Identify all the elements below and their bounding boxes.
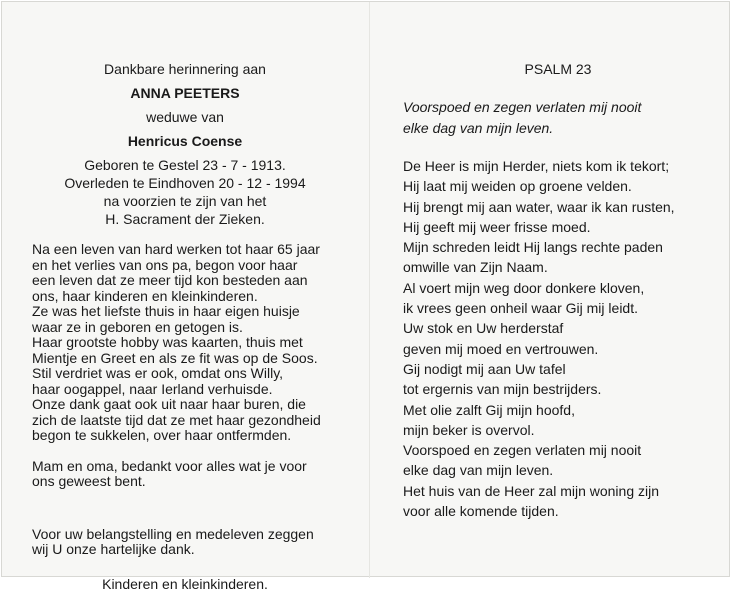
verse-line: Met olie zalft Gij mijn hoofd, — [403, 401, 575, 418]
verse-line: Gij nodigt mij aan Uw tafel — [403, 360, 566, 377]
psalm-panel — [403, 60, 713, 521]
verse-line: Uw stok en Uw herderstaf — [403, 320, 564, 337]
body-line: Na een leven van hard werken tot haar 65 jaar — [32, 241, 320, 257]
life-story-paragraph — [32, 242, 338, 444]
body-line: ons, haar kinderen en kleinkinderen. — [32, 287, 258, 304]
body-line: Onze dank gaat ook uit naar haar buren, die — [32, 396, 306, 412]
signature-line: Kinderen en kleinkinderen. — [102, 575, 268, 592]
body-line: een leven dat ze meer tijd kon besteden aan — [32, 272, 308, 288]
body-line: waar ze in geboren en getogen is. — [32, 318, 243, 335]
verse-line: Mijn schreden leidt Hij langs rechte paden — [403, 239, 663, 256]
psalm-intro — [403, 97, 713, 139]
body-line: begon te sukkelen, over haar ontfermden. — [32, 427, 292, 443]
sacrament-line-2: H. Sacrament der Zieken. — [105, 211, 265, 227]
body-line: haar oogappel, naar Ierland verhuisde. — [32, 380, 273, 397]
card-fold-line — [369, 2, 370, 578]
sacrament-line-1: na voorzien te zijn van het — [103, 193, 267, 209]
verse-line: mijn beker is overvol. — [403, 421, 535, 438]
body-line: Mientje en Greet en als ze fit was op de Soos. — [32, 349, 318, 366]
spouse-name: Henricus Coense — [127, 133, 243, 149]
gratitude-line: Voor uw belangstelling en medeleven zeggen — [32, 525, 314, 542]
verse-line: Hij brengt mij aan water, waar ik kan rusten, — [403, 198, 675, 215]
thanks-paragraph — [32, 459, 338, 490]
verse-line: voor alle komende tijden. — [403, 503, 559, 520]
psalm-verses — [403, 156, 713, 521]
verse-line: geven mij moed en vertrouwen. — [403, 340, 599, 357]
memorial-text-panel — [32, 60, 338, 593]
psalm-title: PSALM 23 — [524, 61, 592, 77]
verse-line: omwille van Zijn Naam. — [403, 259, 548, 276]
verse-line: tot ergernis van mijn bestrijders. — [403, 381, 602, 398]
verse-line: Het huis van de Heer zal mijn woning zijn — [403, 482, 660, 499]
intro-line: Dankbare herinnering aan — [104, 61, 266, 77]
verse-line: elke dag van mijn leven. — [403, 462, 554, 479]
gratitude-line: wij U onze hartelijke dank. — [32, 541, 195, 557]
birth-line: Geboren te Gestel 23 - 7 - 1913. — [84, 157, 286, 173]
relation-line: weduwe van — [146, 109, 224, 125]
body-line: Haar grootste hobby was kaarten, thuis met — [32, 334, 303, 350]
verse-line: Hij laat mij weiden op groene velden. — [403, 178, 632, 195]
verse-line: Hij geeft mij weer frisse moed. — [403, 218, 591, 235]
verse-line: Voorspoed en zegen verlaten mij nooit — [403, 442, 642, 459]
thanks-line: Mam en oma, bedankt voor alles wat je voor — [32, 457, 307, 474]
deceased-name: ANNA PEETERS — [130, 85, 240, 101]
body-line: Stil verdriet was er ook, omdat ons Willy, — [32, 365, 284, 381]
psalm-intro-line: Voorspoed en zegen verlaten mij nooit — [403, 99, 642, 115]
body-line: en het verlies van ons pa, begon voor haar — [32, 256, 298, 273]
gratitude-paragraph — [32, 527, 338, 558]
death-line: Overleden te Eindhoven 20 - 12 - 1994 — [64, 175, 306, 191]
verse-line: ik vrees geen onheil waar Gij mij leidt. — [403, 300, 638, 317]
body-line: zich de laatste tijd dat ze met haar gezondheid — [32, 411, 321, 428]
verse-line: De Heer is mijn Herder, niets kom ik tekort; — [403, 158, 670, 174]
body-line: Ze was het liefste thuis in haar eigen huisje — [32, 303, 300, 319]
psalm-intro-line: elke dag van mijn leven. — [403, 120, 554, 136]
verse-line: Al voert mijn weg door donkere kloven, — [403, 279, 645, 296]
thanks-line: ons geweest bent. — [32, 473, 146, 489]
